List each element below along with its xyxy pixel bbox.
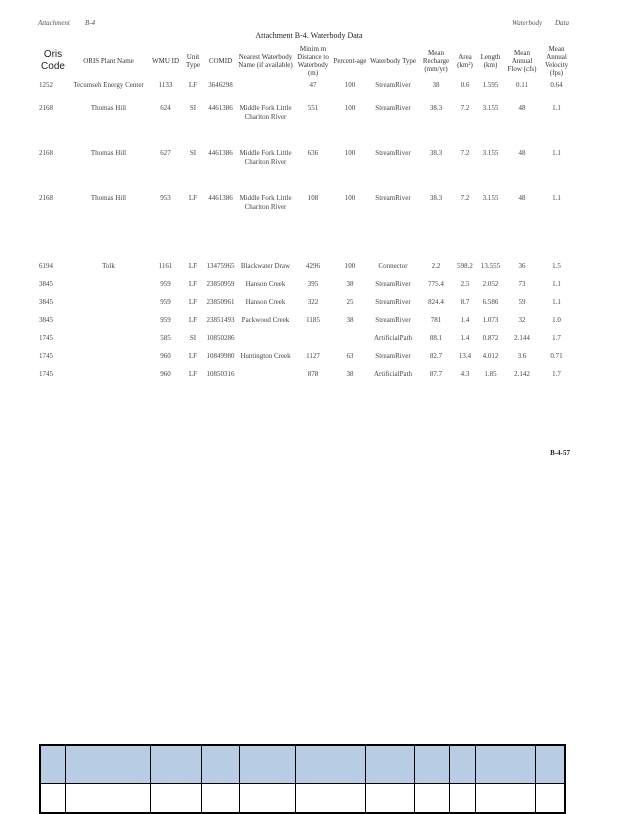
table-cell: 3845 <box>39 298 53 306</box>
table-cell <box>294 334 332 352</box>
table-cell: 59 <box>518 298 526 306</box>
table-cell: LF <box>188 262 198 270</box>
table-cell <box>332 334 368 352</box>
table-cell <box>237 370 294 388</box>
table-row <box>38 104 574 149</box>
table-cell: 1.073 <box>482 316 499 324</box>
col-min-distance: Minim m Distance to Waterbody (m) <box>297 45 329 77</box>
table-cell <box>237 81 294 104</box>
table-cell: LF <box>188 316 198 324</box>
table-cell: Huntington Creek <box>240 352 291 360</box>
col-mean-flow: Mean Annual Flow (cfs) <box>507 49 537 73</box>
table-cell: 10850286 <box>206 334 235 342</box>
table-cell: Middle Fork Little Chariton River <box>239 149 292 166</box>
table-cell: 1.4 <box>460 316 470 324</box>
table-cell: 38 <box>346 370 354 378</box>
table-cell: 100 <box>344 194 356 202</box>
col-area: Area (km²) <box>457 53 473 69</box>
table-cell: 87.7 <box>429 370 443 378</box>
table-cell: Hanson Creek <box>245 280 286 288</box>
table-cell: 960 <box>160 370 171 378</box>
table-cell: 2.142 <box>514 370 530 378</box>
table-cell: 38 <box>346 280 354 288</box>
table-row <box>38 298 574 316</box>
table-cell: LF <box>188 280 198 288</box>
table-cell: 1.5 <box>552 262 561 270</box>
table-cell: ArtificialPath <box>373 334 413 342</box>
table-cell: 6.586 <box>482 298 499 306</box>
table-cell: 953 <box>160 194 171 202</box>
table-cell: Blackwater Draw <box>240 262 291 270</box>
table-cell: 4.012 <box>482 352 499 360</box>
table-cell: 1127 <box>306 352 320 360</box>
table-cell <box>68 298 149 316</box>
table-cell: 10850316 <box>206 370 235 378</box>
table-cell: 100 <box>344 104 356 112</box>
table-cell: 1.7 <box>552 334 561 342</box>
col-percentage: Percent-age <box>333 57 367 65</box>
table-cell: 1745 <box>39 334 53 342</box>
table-cell: 3845 <box>39 280 53 288</box>
col-length: Length (km) <box>480 53 501 69</box>
table-cell: 88.1 <box>429 334 443 342</box>
table-cell: 0.11 <box>516 81 528 89</box>
table-cell: 4296 <box>306 262 320 270</box>
table-cell: 960 <box>160 352 171 360</box>
table-cell: 0.6 <box>460 81 470 89</box>
col-wmu-id: WMU ID <box>151 57 180 65</box>
table-cell: 2.5 <box>460 280 470 288</box>
table-cell: LF <box>188 298 198 306</box>
table-cell: 38.3 <box>429 149 443 157</box>
table-cell: 624 <box>160 104 171 112</box>
table-cell: 3845 <box>39 316 53 324</box>
header-data-label: Data <box>555 19 569 27</box>
table-cell: 1.1 <box>552 104 561 112</box>
table-cell: Connector <box>378 262 408 270</box>
table-cell: StreamRiver <box>375 104 411 112</box>
table-cell <box>68 316 149 334</box>
table-cell: 73 <box>518 280 526 288</box>
table-cell: 108 <box>307 194 319 202</box>
table-cell: 23851493 <box>206 316 235 324</box>
table-cell: ArtificialPath <box>373 370 413 378</box>
table-cell: LF <box>188 352 198 360</box>
table-cell: 3.6 <box>517 352 527 360</box>
table-cell: 3.155 <box>482 149 499 157</box>
table-cell: Tolk <box>102 262 115 270</box>
table-cell: 395 <box>307 280 319 288</box>
table-cell: 82.7 <box>429 352 443 360</box>
table-cell: 32 <box>518 316 526 324</box>
table-cell: 48 <box>518 104 526 112</box>
table-cell: Thomas Hill <box>90 104 127 112</box>
table-cell: 878 <box>307 370 319 378</box>
table-cell <box>68 334 149 352</box>
table-cell: 1.1 <box>552 280 561 288</box>
table-cell: 36 <box>518 262 526 270</box>
table-cell: StreamRiver <box>375 81 411 89</box>
table-cell: 1161 <box>158 262 173 270</box>
table-cell <box>237 334 294 352</box>
table-cell: 7.2 <box>460 104 470 112</box>
table-cell: 1.595 <box>482 81 499 89</box>
table-cell: 959 <box>160 316 171 324</box>
table-row <box>38 280 574 298</box>
table-cell: 2168 <box>39 194 53 202</box>
table-cell: 8.7 <box>460 298 470 306</box>
table-cell: 1.7 <box>552 370 561 378</box>
table-cell: StreamRiver <box>375 298 411 306</box>
table-header-row <box>38 41 574 81</box>
table-cell: 0.71 <box>550 352 563 360</box>
col-plant-name: ORIS Plant Name <box>83 57 134 65</box>
col-waterbody-name: Nearest Waterbody Name (if available) <box>238 53 293 69</box>
table-cell: 1.1 <box>552 194 561 202</box>
table-row <box>38 370 574 388</box>
table-cell: 48 <box>518 194 526 202</box>
table-cell: 2168 <box>39 104 53 112</box>
table-cell: 1252 <box>39 81 53 89</box>
table-cell: StreamRiver <box>375 352 411 360</box>
table-cell: 1.4 <box>460 334 470 342</box>
table-cell: StreamRiver <box>375 194 411 202</box>
table-cell: 824.4 <box>428 298 444 306</box>
table-cell: 38 <box>346 316 354 324</box>
table-cell: 1.0 <box>552 316 561 324</box>
table-cell: LF <box>188 194 198 202</box>
table-cell <box>68 280 149 298</box>
table-cell: 1133 <box>158 81 173 89</box>
table-cell: 13.4 <box>458 352 472 360</box>
table-cell: Thomas Hill <box>90 194 127 202</box>
table-cell <box>68 370 149 388</box>
table-cell: 38 <box>432 81 440 89</box>
table-cell: 4.3 <box>460 370 470 378</box>
table-cell: Hanson Creek <box>245 298 286 306</box>
table-cell: 322 <box>307 298 319 306</box>
table-cell: 100 <box>344 81 356 89</box>
table-cell <box>68 352 149 370</box>
table-cell: 775.4 <box>428 280 444 288</box>
table-cell: 13.555 <box>480 262 501 270</box>
table-cell: 7.2 <box>460 149 470 157</box>
table-cell: 2.052 <box>482 280 499 288</box>
table-row <box>38 262 574 280</box>
table-cell: 1.1 <box>552 298 561 306</box>
table-cell: SI <box>189 104 197 112</box>
table-row <box>38 149 574 194</box>
table-cell: 4461386 <box>208 104 233 112</box>
table-cell: 23850959 <box>206 280 235 288</box>
next-table-header-stub <box>39 744 566 814</box>
table-cell: 1.1 <box>552 149 561 157</box>
table-cell: SI <box>189 149 197 157</box>
col-waterbody-type: Waterbody Type <box>369 57 417 65</box>
next-table-header-band <box>41 746 564 784</box>
table-cell: 63 <box>346 352 354 360</box>
table-cell: 100 <box>344 149 356 157</box>
table-cell: StreamRiver <box>375 316 411 324</box>
table-cell: 48 <box>518 149 526 157</box>
header-waterbody-label: Waterbody <box>512 19 543 27</box>
col-comid: COMID <box>208 57 233 65</box>
waterbody-data-table <box>38 41 574 388</box>
table-cell: 3.155 <box>482 194 499 202</box>
table-cell: Middle Fork Little Chariton River <box>239 194 292 211</box>
table-cell: StreamRiver <box>375 280 411 288</box>
table-cell: StreamRiver <box>375 149 411 157</box>
table-cell: LF <box>188 81 198 89</box>
table-cell: 4461386 <box>208 194 233 202</box>
table-cell: 959 <box>160 280 171 288</box>
table-cell: Tecumseh Energy Center <box>73 81 144 89</box>
table-cell: 598.2 <box>457 262 473 270</box>
table-cell: 13475965 <box>206 262 235 270</box>
table-cell: 781 <box>430 316 442 324</box>
table-cell: 959 <box>160 298 171 306</box>
table-cell: 38.3 <box>429 104 443 112</box>
table-cell: 1745 <box>39 370 53 378</box>
table-cell: 627 <box>160 149 171 157</box>
table-cell: 23850961 <box>206 298 235 306</box>
table-cell: Thomas Hill <box>90 149 127 157</box>
table-cell: SI <box>189 334 197 342</box>
table-title: Attachment B-4. Waterbody Data <box>255 31 363 40</box>
table-cell: 2.144 <box>514 334 530 342</box>
table-row <box>38 81 574 104</box>
col-mean-recharge: Mean Recharge (mm/yr) <box>422 49 450 73</box>
page-number: B-4-57 <box>550 449 570 457</box>
table-cell: Middle Fork Little Chariton River <box>239 104 292 121</box>
table-cell: 636 <box>307 149 319 157</box>
table-cell: 47 <box>309 81 317 89</box>
table-row <box>38 352 574 370</box>
table-cell: 100 <box>344 262 356 270</box>
table-cell: 3.155 <box>482 104 499 112</box>
table-cell: 0.64 <box>550 81 563 89</box>
header-attachment-number: B-4 <box>85 19 96 27</box>
table-cell: 4461386 <box>208 149 233 157</box>
table-cell: 25 <box>346 298 354 306</box>
table-cell: 0.872 <box>482 334 499 342</box>
table-cell: 1185 <box>306 316 320 324</box>
table-cell: LF <box>188 370 198 378</box>
table-cell: 1745 <box>39 352 53 360</box>
header-attachment-label: Attachment <box>38 19 70 27</box>
col-unit-type: Unit Type <box>186 53 200 69</box>
table-cell: 1.85 <box>484 370 497 378</box>
table-cell: 585 <box>160 334 171 342</box>
table-row <box>38 316 574 334</box>
table-cell: 2168 <box>39 149 53 157</box>
table-row <box>38 194 574 262</box>
table-cell: 3646298 <box>208 81 233 89</box>
table-cell: 7.2 <box>460 194 470 202</box>
table-cell: 38.3 <box>429 194 443 202</box>
table-cell: 6194 <box>39 262 53 270</box>
col-oris-code: Oris Code <box>41 49 65 72</box>
table-row <box>38 334 574 352</box>
table-cell: 551 <box>307 104 319 112</box>
table-cell: Packwood Creek <box>241 316 290 324</box>
col-mean-velocity: Mean Annual Velocity (fps) <box>544 45 569 77</box>
table-cell: 10849980 <box>206 352 235 360</box>
table-cell: 2.2 <box>431 262 441 270</box>
